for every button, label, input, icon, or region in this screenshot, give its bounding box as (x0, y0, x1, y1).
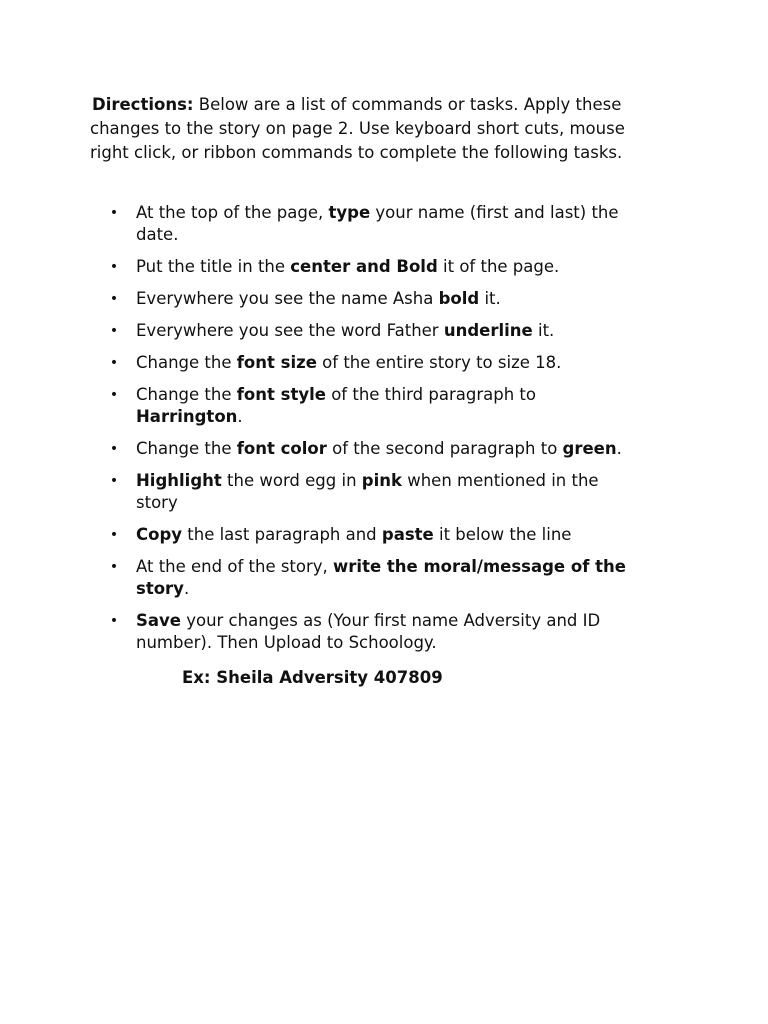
task-text: of the entire story to size 18. (316, 353, 562, 372)
task-item-font-style (108, 384, 688, 428)
task-text: At the top of the page, (136, 203, 329, 222)
task-line (136, 352, 688, 374)
directions-line-2: changes to the story on page 2. Use keyboard short cuts, mouse (90, 119, 625, 138)
task-keyword: Copy (136, 525, 183, 544)
directions-label: Directions: (92, 95, 194, 114)
task-line (136, 610, 688, 632)
task-keyword: Harrington (136, 407, 238, 426)
task-text: the word egg in (221, 471, 362, 490)
directions-line-1 (90, 93, 690, 117)
task-text: . (237, 407, 243, 426)
task-keyword: underline (443, 321, 533, 340)
task-text: Everywhere you see the name Asha (136, 289, 439, 308)
task-text: it. (532, 321, 555, 340)
task-item-font-color (108, 438, 688, 460)
task-item-center-bold-title (108, 256, 688, 278)
bullet-icon: • (109, 259, 119, 275)
directions-line-3: right click, or ribbon commands to complete the following tasks. (90, 143, 623, 162)
task-line (136, 406, 688, 428)
directions-paragraph (90, 93, 690, 165)
task-keyword: story (136, 579, 184, 598)
task-keyword: pink (361, 471, 402, 490)
task-item-copy-paste (108, 524, 688, 546)
task-text: it. (479, 289, 501, 308)
task-line (136, 578, 688, 600)
task-line (136, 288, 688, 310)
task-text: it of the page. (437, 257, 560, 276)
task-item-underline-father (108, 320, 688, 342)
task-keyword: Highlight (136, 471, 222, 490)
bullet-icon: • (109, 205, 119, 221)
task-item-highlight-egg (108, 470, 688, 514)
task-line (136, 470, 688, 492)
task-text: Change the (136, 439, 237, 458)
bullet-icon: • (109, 559, 119, 575)
task-line (136, 320, 688, 342)
bullet-icon: • (109, 473, 119, 489)
task-text: of the third paragraph to (325, 385, 536, 404)
task-item-type-name (108, 202, 688, 246)
task-line (136, 256, 688, 278)
task-keyword: font style (236, 385, 326, 404)
task-line: number). Then Upload to Schoology. (136, 633, 437, 652)
task-text: of the second paragraph to (326, 439, 563, 458)
task-keyword: center and Bold (290, 257, 438, 276)
task-text: the last paragraph and (182, 525, 382, 544)
task-text: . (616, 439, 622, 458)
task-line (136, 524, 688, 546)
task-keyword: type (328, 203, 371, 222)
task-text: At the end of the story, (136, 557, 334, 576)
task-keyword: green (562, 439, 617, 458)
task-list (108, 202, 688, 664)
task-text: your changes as (Your first name Adversity and ID (180, 611, 601, 630)
task-keyword: paste (381, 525, 434, 544)
task-line (136, 384, 688, 406)
task-item-font-size (108, 352, 688, 374)
task-keyword: write the moral/message of the (333, 557, 626, 576)
task-text: when mentioned in the (401, 471, 599, 490)
task-text: it below the line (433, 525, 572, 544)
bullet-icon: • (109, 613, 119, 629)
task-line: story (136, 493, 178, 512)
task-line (136, 438, 688, 460)
task-keyword: font color (236, 439, 327, 458)
bullet-icon: • (109, 291, 119, 307)
bullet-icon: • (109, 355, 119, 371)
task-text: Everywhere you see the word Father (136, 321, 444, 340)
example-filename: Ex: Sheila Adversity 407809 (182, 668, 443, 687)
task-text: Change the (136, 385, 237, 404)
bullet-icon: • (109, 323, 119, 339)
task-line (136, 202, 688, 224)
task-line: date. (136, 225, 179, 244)
task-item-write-moral (108, 556, 688, 600)
task-text: your name (first and last) the (370, 203, 619, 222)
task-text: . (183, 579, 190, 598)
task-text: Put the title in the (136, 257, 291, 276)
task-keyword: bold (438, 289, 480, 308)
task-keyword: Save (136, 611, 181, 630)
task-text: Change the (136, 353, 237, 372)
bullet-icon: • (109, 441, 119, 457)
bullet-icon: • (109, 387, 119, 403)
task-item-save-upload (108, 610, 688, 654)
task-line (136, 556, 688, 578)
bullet-icon: • (109, 527, 119, 543)
task-item-bold-asha (108, 288, 688, 310)
directions-text-1: Below are a list of commands or tasks. Apply these (193, 95, 622, 114)
task-keyword: font size (236, 353, 317, 372)
